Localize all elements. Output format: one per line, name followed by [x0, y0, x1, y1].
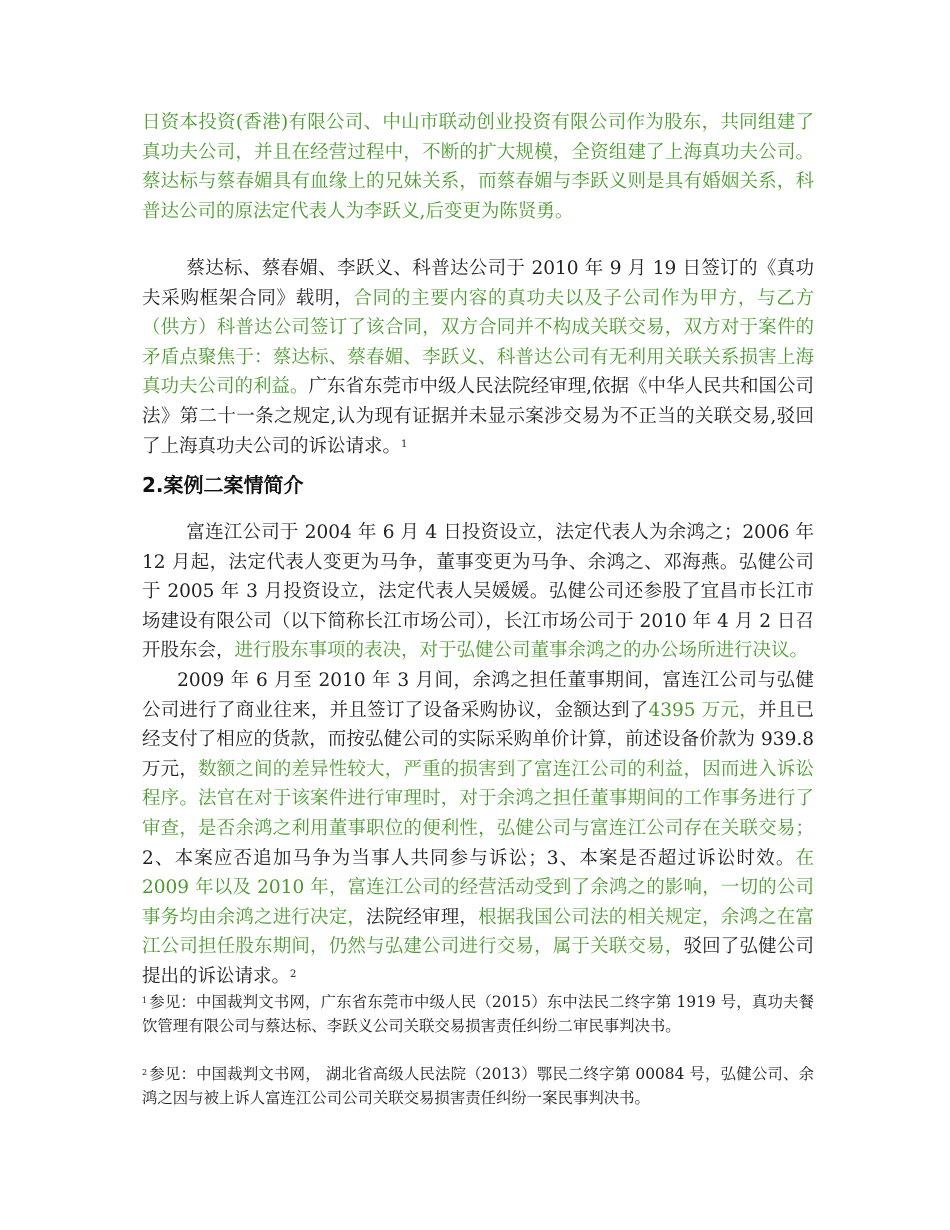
footnote-1	[142, 990, 814, 1039]
paragraph-1	[142, 108, 814, 226]
paragraph-2-seg2: 合同的主要内容的真功夫以及子公司作为甲方，与乙方（供方）科普达公司签订了该合同，双方合同并不构成关联交易，双方对于案件的矛盾点聚焦于：蔡达标、蔡春媚、李跃义、科普达公司有无利用关联关系损害上海真功夫公司的利益。	[142, 287, 814, 398]
paragraph-4-seg6: 在 2009 年以及 2010 年，富连江公司的经营活动受到了余鸿之的影响，一切的公司事务均由余鸿之进行决定，	[142, 847, 814, 928]
footnote-1-text: 参见：中国裁判文书网，广东省东莞市中级人民（2015）东中法民二终字第 1919 号，真功夫餐饮管理有限公司与蔡达标、李跃义公司关联交易损害责任纠纷二审民事判决书。	[142, 993, 814, 1036]
paragraph-4-seg4: 数额之间的差异性较大，严重的损害到了富连江公司的利益，因而进入诉讼程序。法官在对于该案件进行审理时，对于余鸿之担任董事期间的工作事务进行了审查，是否余鸿之利用董事职位的便利性，弘健公司与富连江公司存在关联交易；	[142, 758, 814, 839]
paragraph-3-seg1: 富连江公司于 2004 年 6 月 4 日投资设立，法定代表人为余鸿之；2006 年 12 月起，法定代表人变更为马争，董事变更为马争、余鸿之、邓海燕。弘健公司于 2005 年 3 月投资设立，法定代表人吴媛媛。弘健公司还参股了宜昌市长江市场建设有限公司（以下简称长江市场公司），长江市场公司于 2010 年 4 月 2 日召开股东会，	[142, 522, 814, 662]
paragraph-2-seg1: 蔡达标、蔡春媚、李跃义、科普达公司于 2010 年 9 月 19 日签订的《真功夫采购框架合同》载明，	[142, 258, 814, 309]
paragraph-2-seg3: 广东省东莞市中级人民法院经审理,依据《中华人民共和国公司法》第二十一条之规定,认为现有证据并未显示案涉交易为不正当的关联交易,驳回了上海真功夫公司的诉讼请求。	[142, 376, 814, 457]
section-heading: 2.案例二案情简介	[142, 473, 304, 497]
paragraph-4-seg1: 2009 年 6 月至 2010 年 3 月间，余鸿之担任董事期间，富连江公司与弘健公司进行了商业往来，并且签订了设备采购协议，金额达到了	[142, 670, 814, 721]
footnote-ref-2[interactable]: 2	[290, 968, 297, 980]
footnote-1-number: 1	[142, 996, 148, 1005]
footnote-ref-1[interactable]: 1	[401, 438, 408, 450]
paragraph-4-seg7: 法院经审理，	[366, 906, 479, 928]
footnote-2-text: 参见：中国裁判文书网， 湖北省高级人民法院（2013）鄂民二终字第 00084 号，弘健公司、余鸿之因与被上诉人富连江公司公司关联交易损害责任纠纷一案民事判决书。	[142, 1065, 814, 1108]
paragraph-4	[142, 666, 814, 992]
paragraph-3-seg2: 进行股东事项的表决，对于弘健公司董事余鸿之的办公场所进行决议。	[234, 640, 809, 662]
paragraph-2	[142, 254, 814, 461]
paragraph-4-seg5: 2、本案应否追加马争为当事人共同参与诉讼；3、本案是否超过诉讼时效。	[142, 847, 796, 869]
paragraph-4-seg2: 4395 万元，	[648, 699, 758, 721]
paragraph-4-seg8: 根据我国公司法的相关规定，余鸿之在富江公司担任股东期间，仍然与弘建公司进行交易，属于关联交易，	[142, 906, 814, 958]
paragraph-3	[142, 518, 814, 666]
footnote-2-number: 2	[142, 1068, 148, 1077]
paragraph-4-seg9: 驳回了弘健公司提出的诉讼请求。	[142, 936, 814, 987]
footnote-2	[142, 1062, 814, 1111]
paragraph-1-text: 日资本投资(香港)有限公司、中山市联动创业投资有限公司作为股东，共同组建了真功夫公司，并且在经营过程中，不断的扩大规模，全资组建了上海真功夫公司。蔡达标与蔡春媚具有血缘上的兄妹关系，而蔡春媚与李跃义则是具有婚姻关系，科普达公司的原法定代表人为李跃义,后变更为陈贤勇。	[142, 112, 814, 222]
paragraph-4-seg3: 并且已经支付了相应的货款，而按弘健公司的实际采购单价计算，前述设备价款为 939.8 万元，	[142, 699, 814, 780]
